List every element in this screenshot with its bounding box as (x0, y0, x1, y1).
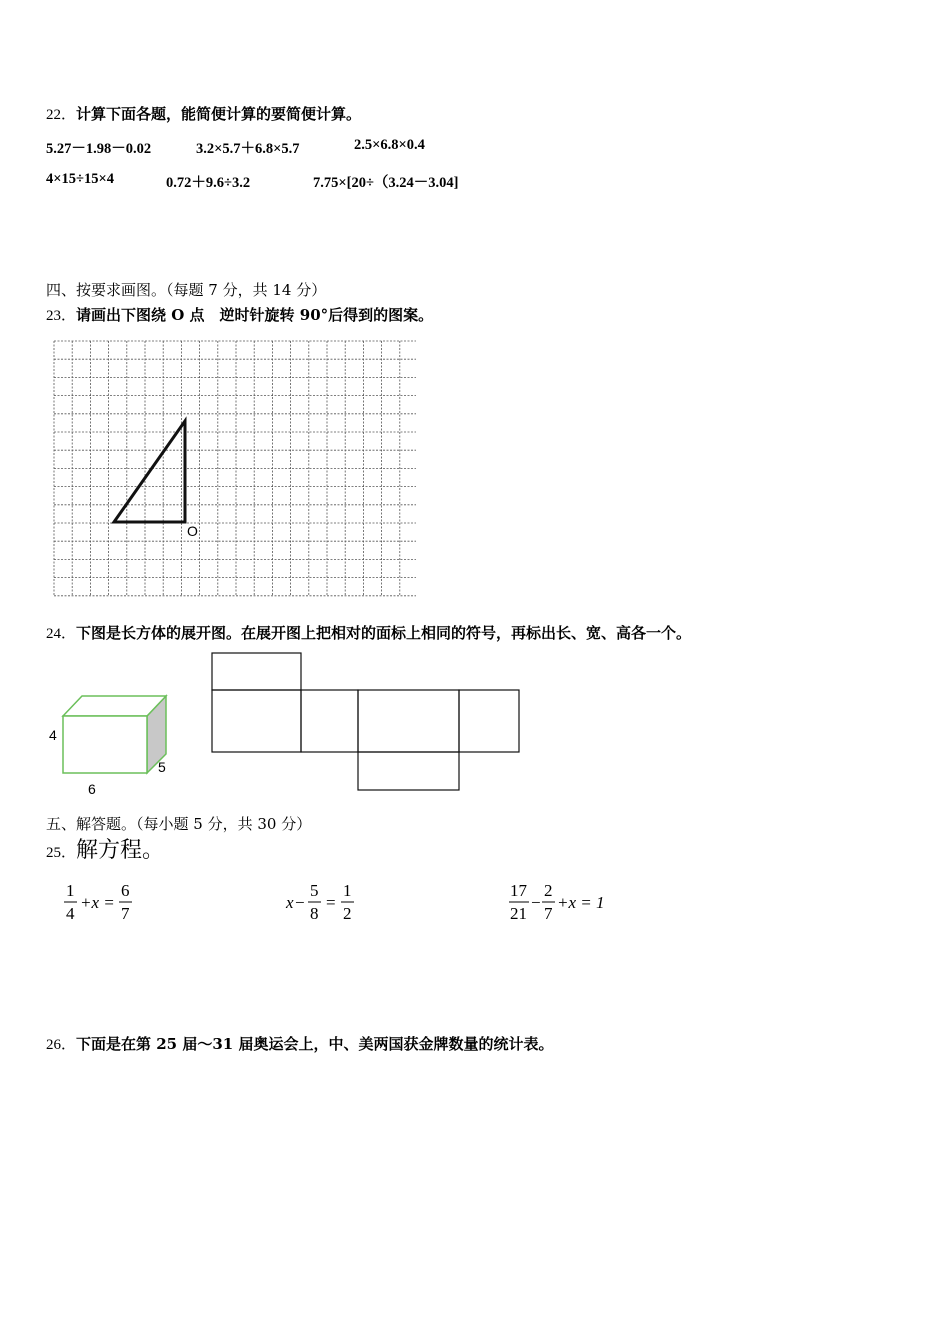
q22-prompt (46, 103, 361, 124)
q23-text-pre: 请画出下图绕 (76, 306, 172, 324)
q23-text-post: 后得到的图案。 (328, 306, 434, 324)
net-face-3 (358, 690, 459, 752)
q23-prompt (46, 304, 433, 325)
q26-number: 26． (46, 1037, 77, 1053)
q22-text: 计算下面各题，能简便计算的要简便计算。 (76, 105, 362, 123)
eq3-a-denominator: 21 (510, 904, 527, 923)
eq3-operator: − (531, 893, 541, 912)
q22-number: 22． (46, 107, 77, 123)
eq3-b-numerator: 2 (544, 881, 553, 900)
eq2-x: x (286, 893, 294, 912)
rotation-grid (52, 339, 416, 599)
cuboid-top-face (63, 696, 166, 716)
dim-width-label: 5 (158, 759, 166, 775)
point-o-label: O (187, 523, 198, 539)
q26-prompt (46, 1033, 553, 1054)
eq2-a-numerator: 5 (310, 881, 319, 900)
dim-height-label: 4 (49, 727, 57, 743)
q24-number: 24． (46, 626, 77, 642)
q25-prompt (46, 833, 164, 864)
q22-expr-3: 2.5×6.8×0.4 (354, 137, 425, 153)
q23-point: O (171, 306, 185, 324)
cuboid-net (210, 652, 522, 794)
net-face-2 (301, 690, 358, 752)
net-face-4 (459, 690, 519, 752)
q26-n2: 31 (212, 1035, 234, 1053)
q24-text: 下图是长方体的展开图。在展开图上把相对的面标上相同的符号，再标出长、宽、高各一个。 (76, 624, 692, 642)
eq1-b-denominator: 7 (121, 904, 130, 923)
net-face-bottom (358, 752, 459, 790)
eq3-b-denominator: 7 (544, 904, 553, 923)
eq2-b-denominator: 2 (343, 904, 352, 923)
q26-text-pre: 下面是在第 (76, 1035, 157, 1053)
cuboid-front-face (63, 716, 147, 773)
eq1-a-denominator: 4 (66, 904, 75, 923)
eq2-equals: = (326, 893, 336, 912)
q22-expr-4: 4×15÷15×4 (46, 171, 114, 187)
section4-title: 四、按要求画图。（每题 7 分，共 14 分） (46, 281, 327, 299)
equation-3 (506, 878, 616, 926)
equation-2 (284, 878, 374, 926)
q22-expr-6: 7.75×[20÷（3.24－3.04] (313, 175, 459, 191)
eq2-operator: − (295, 893, 305, 912)
q23-text-mid: 点 逆时针旋转 (184, 306, 300, 324)
q24-prompt (46, 622, 691, 643)
eq3-a-numerator: 17 (510, 881, 527, 900)
eq3-tail: +x = 1 (557, 893, 605, 912)
q22-expr-5: 0.72＋9.6÷3.2 (166, 175, 251, 191)
grid-lines (54, 341, 416, 596)
eq2-b-numerator: 1 (343, 881, 352, 900)
equation-1 (60, 878, 150, 926)
cuboid-figure (44, 692, 180, 802)
dim-length-label: 6 (88, 781, 96, 797)
q23-angle: 90° (299, 306, 329, 324)
net-face-1 (212, 690, 301, 752)
triangle-shape (114, 421, 185, 522)
q26-text-mid1: 届～ (177, 1035, 213, 1053)
eq1-a-numerator: 1 (66, 881, 75, 900)
q26-n1: 25 (156, 1035, 178, 1053)
section5-title: 五、解答题。（每小题 5 分，共 30 分） (46, 815, 312, 833)
eq1-operator: +x = (80, 893, 115, 912)
q22-expr-1: 5.27－1.98－0.02 (46, 141, 152, 157)
eq2-a-denominator: 8 (310, 904, 319, 923)
q23-number: 23． (46, 308, 77, 324)
q26-text-mid2: 届奥运会上，中、美两国获金牌数量的统计表。 (233, 1035, 554, 1053)
q22-expr-2: 3.2×5.7＋6.8×5.7 (196, 141, 300, 157)
net-face-top (212, 653, 301, 690)
q25-text: 解方程。 (76, 838, 165, 863)
eq1-b-numerator: 6 (121, 881, 130, 900)
q25-number: 25． (46, 845, 77, 861)
